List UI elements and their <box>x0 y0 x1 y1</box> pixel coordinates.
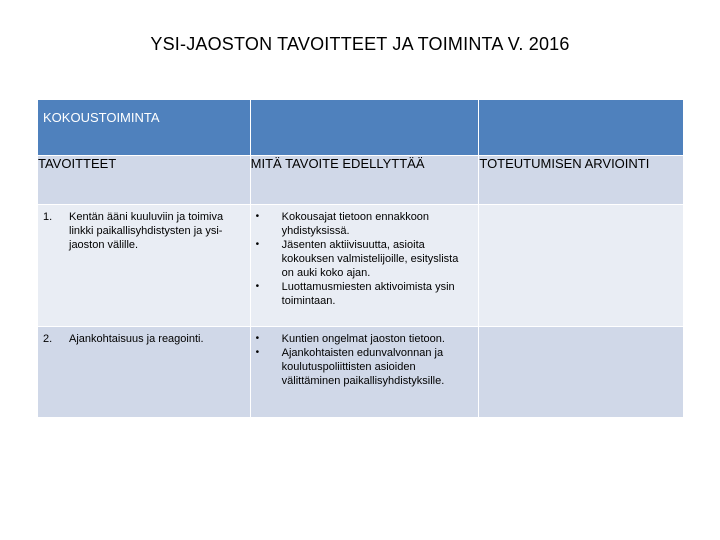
goal-cell <box>38 327 250 417</box>
table-row <box>38 205 683 326</box>
row-number: 1. <box>43 211 53 223</box>
column-header-goals: TAVOITTEET <box>38 156 250 204</box>
bullet-icon: • <box>255 347 260 358</box>
list-item <box>256 238 473 280</box>
bullet-icon: • <box>255 281 260 292</box>
section-header-cell: KOKOUSTOIMINTA <box>38 100 250 155</box>
bullet-icon: • <box>255 239 260 250</box>
table-row <box>38 327 683 417</box>
bullet-icon: • <box>255 211 260 222</box>
row-number: 2. <box>43 333 53 345</box>
goal-text: Ajankohtaisuus ja reagointi. <box>69 333 204 345</box>
section-header-empty-cell <box>251 100 479 155</box>
table-section-header-row <box>38 100 683 155</box>
requirement-text: Luottamusmiesten aktivoimista ysin toimintaan. <box>281 281 455 307</box>
column-header-evaluation: TOTEUTUMISEN ARVIOINTI <box>479 156 683 204</box>
list-item <box>256 280 473 308</box>
goal-cell <box>38 205 250 326</box>
list-item <box>256 332 473 346</box>
requirement-text: Ajankohtaisten edunvalvonnan ja koulutuspoliittisten asioiden välittäminen paikallisyhdistyksille. <box>281 347 445 387</box>
list-item <box>256 346 473 388</box>
goal-text: Kentän ääni kuuluviin ja toimiva linkki paikallisyhdistysten ja ysi-jaoston välille. <box>69 211 224 251</box>
evaluation-cell <box>479 327 683 417</box>
requirement-text: Jäsenten aktiivisuutta, asioita kokouksen valmistelijoille, esityslista on auki koko ajan. <box>281 239 459 279</box>
requirement-text: Kuntien ongelmat jaoston tietoon. <box>281 333 445 345</box>
column-header-requirements: MITÄ TAVOITE EDELLYTTÄÄ <box>251 156 479 204</box>
evaluation-cell <box>479 205 683 326</box>
section-header-empty-cell <box>479 100 683 155</box>
requirements-list <box>251 327 479 388</box>
list-item <box>256 210 473 238</box>
requirements-cell <box>251 327 479 417</box>
requirements-list <box>251 205 479 308</box>
requirement-text: Kokousajat tietoon ennakkoon yhdistyksissä. <box>281 211 430 237</box>
table-column-header-row <box>38 156 683 204</box>
requirements-cell <box>251 205 479 326</box>
page-title: YSI-JAOSTON TAVOITTEET JA TOIMINTA V. 2016 <box>150 34 570 54</box>
goals-table <box>37 99 684 418</box>
bullet-icon: • <box>255 333 260 344</box>
